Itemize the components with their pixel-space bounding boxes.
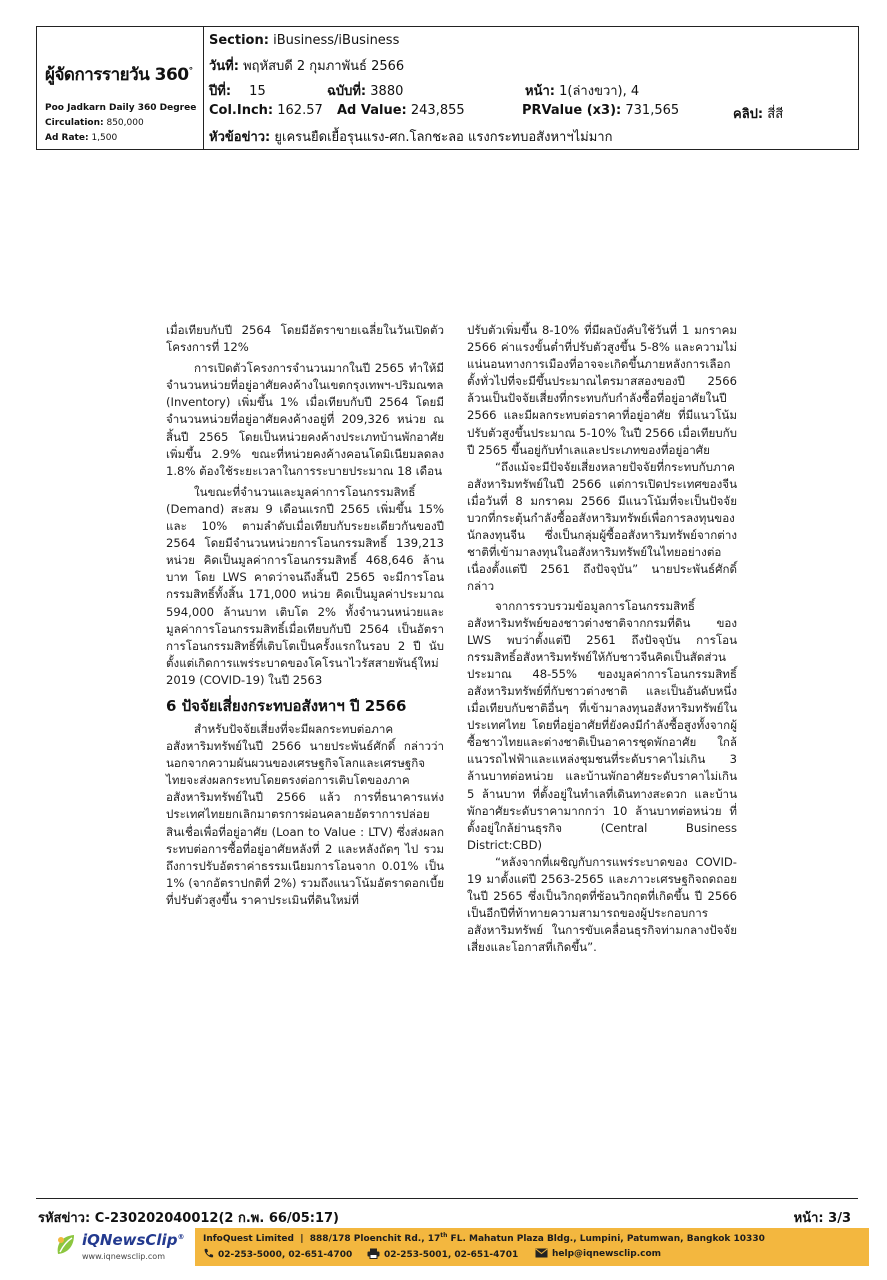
section-heading: 6 ปัจจัยเสี่ยงกระทบอสังหาฯ ปี 2566	[166, 696, 407, 715]
paragraph: เมื่อเทียบกับปี 2564 โดยมีอัตราขายเฉลี่ยในวันเปิดตัวโครงการที่ 12%	[166, 323, 444, 355]
issue: ฉบับที่: 3880	[327, 84, 404, 99]
pr-value: PRValue (x3): 731,565	[522, 103, 680, 118]
circulation: Circulation: 850,000	[45, 118, 144, 128]
paragraph: “หลังจากที่เผชิญกับการแพร่ระบาดของ COVID-19 มาตั้งแต่ปี 2563-2565 และภาวะเศรษฐกิจถดถอยในปี 2565 ซึ่งเป็นวิกฤตที่ซ้อนวิกฤตที่เกิดขึ้น ปี 2566 เป็นอีกปีที่ท้าทายความสามารถของผู้ประกอบการอสังหาริมทรัพย์ ในการขับเคลื่อนธุรกิจท่ามกลางปัจจัยเสี่ยงและโอกาสที่เกิดขึ้น”.	[467, 854, 737, 955]
page-ref: หน้า: 1(ล่างขวา), 4	[525, 84, 640, 99]
paragraph: ในขณะที่จำนวนและมูลค่าการโอนกรรมสิทธิ์ (Demand) สะสม 9 เดือนแรกปี 2565 เพิ่มขึ้น 15% และ 10% ตามลำดับเมื่อเทียบกับระยะเดียวกันของปี 2564 โดยมีจำนวนหน่วยการโอนกรรมสิทธิ์ 139,213 หน่วย คิดเป็นมูลค่าการโอนกรรมสิทธิ์ 468,646 ล้านบาท โดย LWS คาดว่าจนถึงสิ้นปี 2565 จะมีการโอนกรรมสิทธิ์ทั้งสิ้น 171,000 หน่วย คิดเป็นมูลค่าประมาณ 594,000 ล้านบาท เติบโต 2% ทั้งจำนวนหน่วยและมูลค่าการโอนกรรมสิทธิ์เมื่อเทียบกับปี 2564 เป็นอัตราการโอนกรรมสิทธิ์ที่เติบโตเป็นครั้งแรกในรอบ 2 ปี นับตั้งแต่เกิดการแพร่ระบาดของโคโรนาไวรัสสายพันธุ์ใหม่ 2019 (COVID-19) ในปี 2563	[166, 484, 444, 687]
fax-contact: 02-253-5001, 02-651-4701	[367, 1248, 518, 1260]
publication-name: ผู้จัดการรายวัน 360°	[45, 65, 193, 85]
ad-value: Ad Value: 243,855	[337, 103, 465, 118]
page-number: หน้า: 3/3	[793, 1211, 851, 1226]
paragraph: “ถึงแม้จะมีปัจจัยเสี่ยงหลายปัจจัยที่กระทบกับภาคอสังหาริมทรัพย์ในปี 2566 แต่การเปิดประเทศของจีนเมื่อวันที่ 8 มกราคม 2566 มีแนวโน้มที่จะเป็นปัจจัยบวกที่กระตุ้นกำลังซื้ออสังหาริมทรัพย์เพื่อการลงทุนของนักลงทุนจีน ซึ่งเป็นกลุ่มผู้ซื้ออสังหาริมทรัพย์จากต่างชาติที่เข้ามาลงทุนในอสังหาริมทรัพย์ในไทยอย่างต่อเนื่องตั้งแต่ปี 2561 ถึงปัจจุบัน” นายประพันธ์ศักดิ์ กล่าว	[467, 459, 737, 594]
phone-contact: 02-253-5000, 02-651-4700	[203, 1248, 352, 1260]
publication-box	[37, 27, 204, 149]
headline: หัวข้อข่าว: ยูเครนยืดเยื้อรุนแรง-ศก.โลกชะลอ แรงกระทบอสังหาฯไม่มาก	[209, 130, 613, 145]
clip-color: คลิป: สี่สี	[733, 107, 784, 122]
logo-url: www.iqnewsclip.com	[82, 1252, 165, 1261]
date: วันที่: พฤหัสบดี 2 กุมภาพันธ์ 2566	[209, 59, 405, 74]
col-inch: Col.Inch: 162.57	[209, 103, 323, 118]
ad-rate: Ad Rate: 1,500	[45, 133, 118, 143]
iqnewsclip-logo	[52, 1228, 192, 1272]
paragraph: การเปิดตัวโครงการจำนวนมากในปี 2565 ทำให้มีจำนวนหน่วยที่อยู่อาศัยคงค้างในเขตกรุงเทพฯ-ปริมณฑล (Inventory) เพิ่มขึ้น 1% เมื่อเทียบกับปี 2564 โดยมีจำนวนหน่วยที่อยู่อาศัยคงค้างอยู่ที่ 209,326 หน่วย ณ สิ้นปี 2565 โดยเป็นหน่วยคงค้างประเภทบ้านพักอาศัยเพิ่มขึ้น 2.9% ขณะที่หน่วยคงค้างคอนโดมิเนียมลดลง 1.8% ต้องใช้ระยะเวลาในการระบายประมาณ 18 เดือน	[166, 361, 444, 478]
year: ปีที่: 15	[209, 84, 266, 99]
contact-band	[195, 1228, 869, 1266]
email-contact: help@iqnewsclip.com	[535, 1248, 661, 1259]
logo-name: iQNewsClip®	[82, 1231, 185, 1249]
section: Section: iBusiness/iBusiness	[209, 33, 400, 48]
paragraph: จากการรวบรวมข้อมูลการโอนกรรมสิทธิ์อสังหาริมทรัพย์ของชาวต่างชาติจากกรมที่ดิน ของ LWS พบว่าตั้งแต่ปี 2561 ถึงปัจจุบัน การโอนกรรมสิทธิ์อสังหาริมทรัพย์ให้กับชาวจีนคิดเป็นสัดส่วนประมาณ 48-55% ของมูลค่าการโอนกรรมสิทธิ์อสังหาริมทรัพย์ที่กับชาวต่างชาติ และเป็นอันดับหนึ่งเมื่อเทียบกับชาติอื่นๆ ที่เข้ามาลงทุนอสังหาริมทรัพย์ในประเทศไทย โดยที่อยู่อาศัยที่ยังคงมีกำลังซื้อสูงทั้งจากผู้ซื้อชาวไทยและต่างชาติเป็นอาคารชุดพักอาศัย ใกล้แนวรถไฟฟ้าและแหล่งชุมชนที่ระดับราคาไม่เกิน 3 ล้านบาทต่อหน่วย และบ้านพักอาศัยระดับราคาไม่เกิน 5 ล้านบาท ที่ตั้งอยู่ในทำเลที่เดินทางสะดวก และบ้านพักอาศัยระดับราคามากกว่า 10 ล้านบาทต่อหน่วย ที่ตั้งอยู่ใกล้ย่านธุรกิจ (Central Business District:CBD)	[467, 598, 737, 852]
news-code: รหัสข่าว: C-230202040012(2 ก.พ. 66/05:17)	[38, 1211, 339, 1226]
publication-subtitle: Poo Jadkarn Daily 360 Degree	[45, 103, 197, 113]
envelope-icon	[535, 1248, 548, 1258]
article-column-right	[467, 322, 737, 956]
paragraph: สำหรับปัจจัยเสี่ยงที่จะมีผลกระทบต่อภาคอสังหาริมทรัพย์ในปี 2566 นายประพันธ์ศักดิ์ กล่าวว่า นอกจากความผันผวนของเศรษฐกิจโลกและเศรษฐกิจไทยจะส่งผลกระทบโดยตรงต่อการเติบโตของภาคอสังหาริมทรัพย์ในปี 2566 แล้ว การที่ธนาคารแห่งประเทศไทยยกเลิกมาตรการผ่อนคลายอัตราการปล่อยสินเชื่อเพื่อที่อยู่อาศัย (Loan to Value : LTV) ซึ่งส่งผลกระทบต่อการซื้อที่อยู่อาศัยหลังที่ 2 และหลังถัดๆ ไป รวมถึงการปรับอัตราค่าธรรมเนียมการโอนจาก 0.01% เป็น 1% (จากอัตราปกติที่ 2%) รวมถึงแนวโน้มอัตราดอกเบี้ยที่ปรับตัวสูงขึ้น ราคาประเมินที่ดินใหม่ที่	[166, 721, 444, 907]
paragraph: ปรับตัวเพิ่มขึ้น 8-10% ที่มีผลบังคับใช้วันที่ 1 มกราคม 2566 ค่าแรงขั้นต่ำที่ปรับตัวสูงขึ้น 5-8% และความไม่แน่นอนทางการเมืองที่อาจจะเกิดขึ้นภายหลังการเลือกตั้งทั่วไปที่จะมีขึ้นประมาณไตรมาสสองของปี 2566 ล้วนเป็นปัจจัยเสี่ยงที่กระทบกับกำลังซื้อที่อยู่อาศัยในปี 2566 และมีผลกระทบต่อราคาที่อยู่อาศัย ที่มีแนวโน้มปรับตัวสูงขึ้นประมาณ 5-10% ในปี 2566 เมื่อเทียบกับปี 2565 ขึ้นอยู่กับทำเลและประเภทของที่อยู่อาศัย	[467, 323, 737, 457]
phone-icon	[203, 1248, 214, 1259]
printer-icon	[367, 1248, 380, 1259]
article-column-left	[166, 322, 444, 909]
leaf-icon	[54, 1232, 78, 1258]
clip-header	[36, 26, 859, 150]
company-address: InfoQuest Limited | 888/178 Ploenchit Rd., 17th FL. Mahatun Plaza Bldg., Lumpini, Patumwan, Bangkok 10330	[203, 1232, 765, 1244]
footer-divider	[36, 1198, 858, 1199]
